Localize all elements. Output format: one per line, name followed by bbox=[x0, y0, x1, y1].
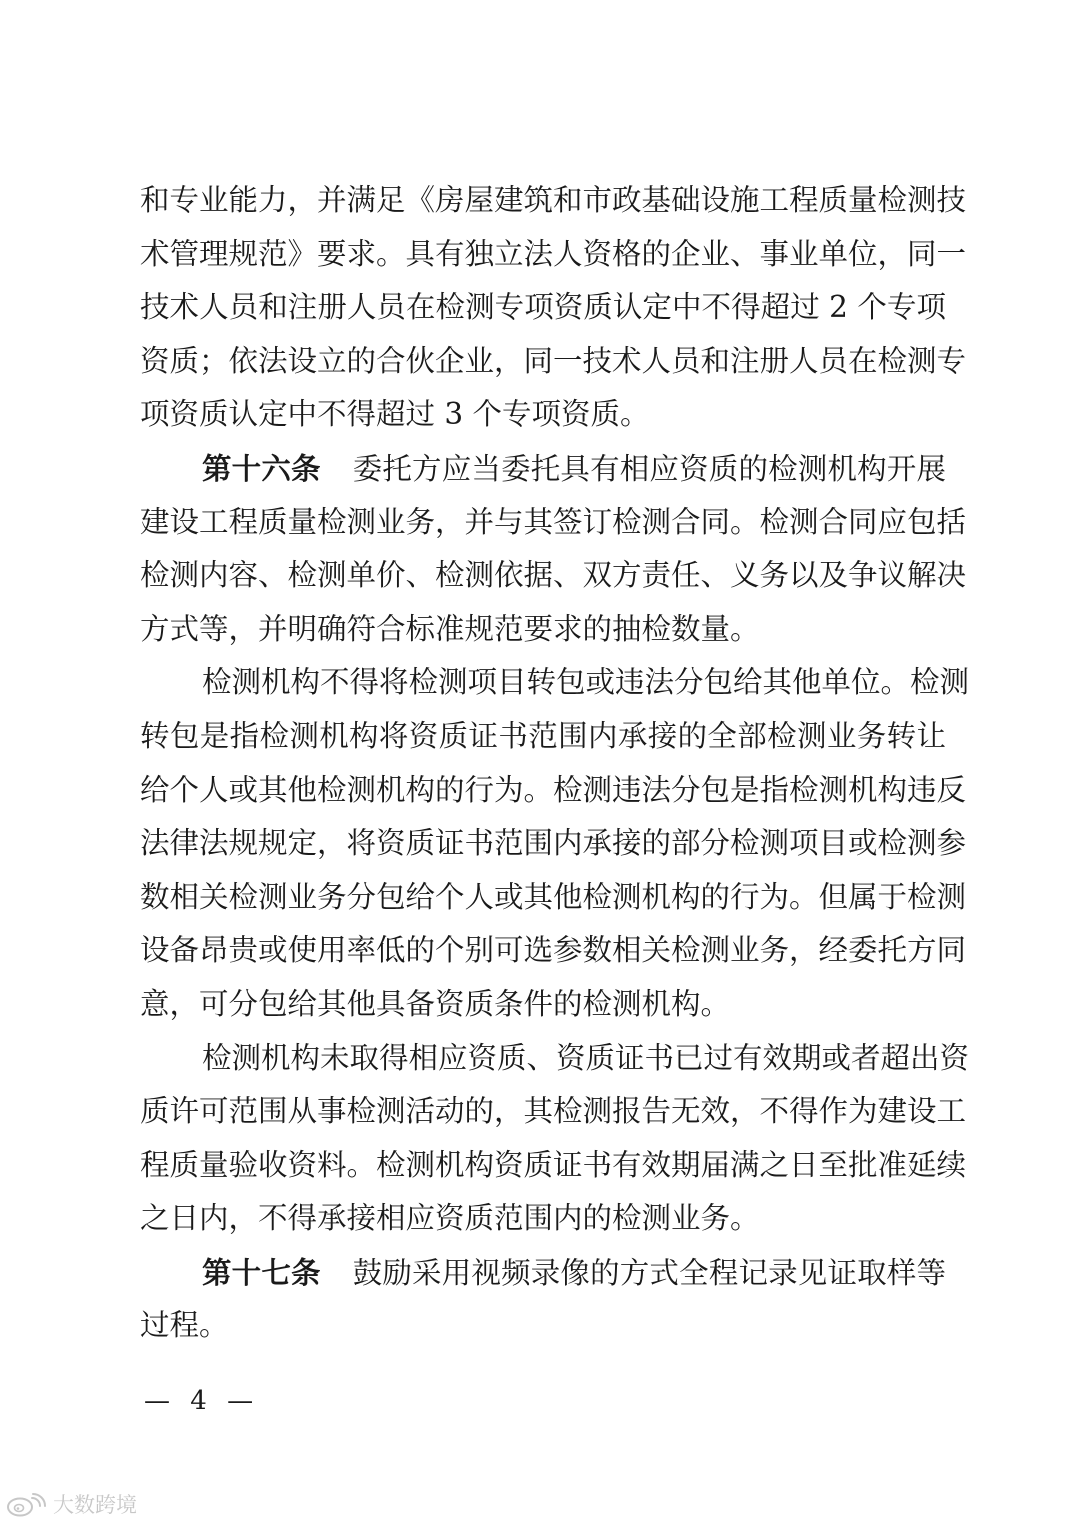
article-16-first-text: 委托方应当委托具有相应资质的检测机构开展 bbox=[352, 451, 946, 486]
text-line: 程质量验收资料。检测机构资质证书有效期届满之日至批准延续 bbox=[140, 1147, 967, 1182]
text-line: 检测机构未取得相应资质、资质证书已过有效期或者超出资 bbox=[202, 1040, 970, 1075]
weibo-logo-icon bbox=[6, 1492, 48, 1518]
paragraph-invalid-report bbox=[140, 1032, 970, 1246]
article-17-first-line bbox=[140, 1246, 946, 1300]
text-line: 给个人或其他检测机构的行为。检测违法分包是指检测机构违反 bbox=[140, 772, 967, 807]
text-line: 设备昂贵或使用率低的个别可选参数相关检测业务，经委托方同 bbox=[140, 933, 967, 968]
article-16-heading: 第十六条 bbox=[202, 450, 321, 486]
document-body bbox=[140, 174, 970, 1353]
watermark bbox=[6, 1490, 137, 1520]
text-line: 意，可分包给其他具备资质条件的检测机构。 bbox=[140, 986, 731, 1021]
text-line: 转包是指检测机构将资质证书范围内承接的全部检测业务转让 bbox=[140, 718, 946, 753]
text-line: 资质；依法设立的合伙企业，同一技术人员和注册人员在检测专 bbox=[140, 343, 967, 378]
text-line: 法律法规规定，将资质证书范围内承接的部分检测项目或检测参 bbox=[140, 826, 967, 861]
article-17-heading: 第十七条 bbox=[202, 1254, 321, 1290]
page-number: — 4 — bbox=[144, 1386, 260, 1416]
text-line: 术管理规范》要求。具有独立法人资格的企业、事业单位，同一 bbox=[140, 236, 967, 271]
text-line: 建设工程质量检测业务，并与其签订检测合同。检测合同应包括 bbox=[140, 504, 967, 539]
text-line: 和专业能力，并满足《房屋建筑和市政基础设施工程质量检测技 bbox=[140, 183, 967, 217]
watermark-text: 大数跨境 bbox=[53, 1493, 137, 1517]
text-line: 过程。 bbox=[140, 1308, 229, 1343]
paragraph-continuation bbox=[140, 174, 967, 442]
text-line: 检测内容、检测单价、检测依据、双方责任、义务以及争议解决 bbox=[140, 558, 967, 593]
article-17-first-text: 鼓励采用视频录像的方式全程记录见证取样等 bbox=[352, 1255, 946, 1290]
text-line: 技术人员和注册人员在检测专项资质认定中不得超过 2 个专项 bbox=[140, 290, 946, 325]
text-line: 检测机构不得将检测项目转包或违法分包给其他单位。检测 bbox=[202, 665, 970, 700]
text-line: 方式等，并明确符合标准规范要求的抽检数量。 bbox=[140, 611, 760, 646]
text-line: 数相关检测业务分包给个人或其他检测机构的行为。但属于检测 bbox=[140, 879, 967, 914]
text-line: 项资质认定中不得超过 3 个专项资质。 bbox=[140, 397, 650, 432]
paragraph-subcontract bbox=[140, 656, 970, 1031]
text-line: 质许可范围从事检测活动的，其检测报告无效，不得作为建设工 bbox=[140, 1094, 967, 1129]
article-16 bbox=[140, 442, 967, 656]
article-17 bbox=[140, 1246, 946, 1353]
text-line: 之日内，不得承接相应资质范围内的检测业务。 bbox=[140, 1201, 760, 1236]
article-16-first-line bbox=[140, 442, 946, 496]
